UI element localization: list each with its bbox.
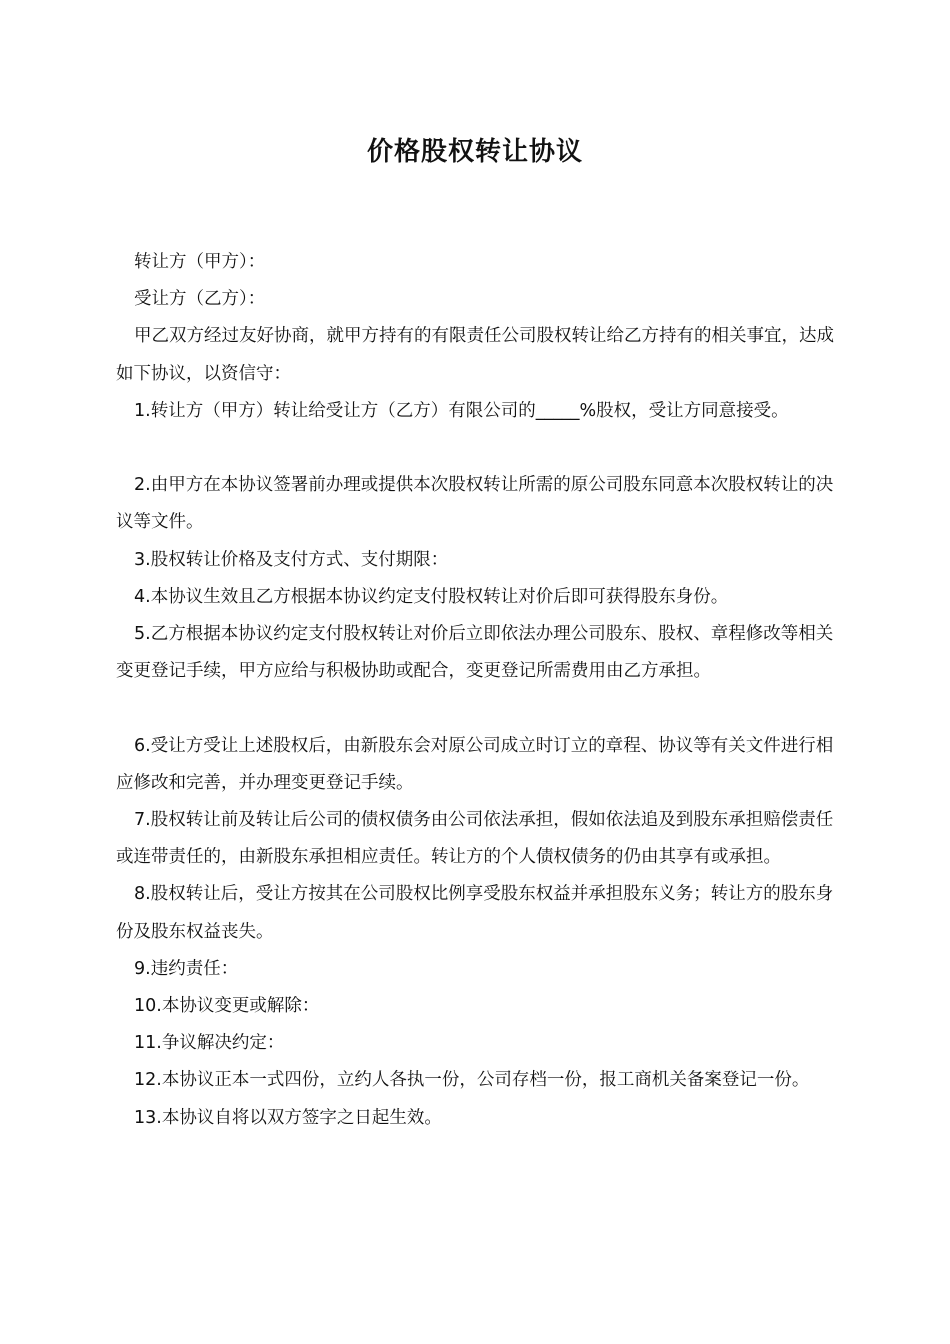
clause-2: 2.由甲方在本协议签署前办理或提供本次股权转让所需的原公司股东同意本次股权转让的决议等文件。 [116, 475, 834, 533]
clause-10: 10.本协议变更或解除： [134, 996, 320, 1017]
clause-7: 7.股权转让前及转让后公司的债权债务由公司依法承担，假如依法追及到股东承担赔偿责任或连带责任的，由新股东承担相应责任。转让方的个人债权债务的仍由其享有或承担。 [116, 810, 834, 868]
clause-11: 11.争议解决约定： [134, 1033, 285, 1054]
blank-line [116, 430, 846, 467]
clause-3: 3.股权转让价格及支付方式、支付期限： [134, 549, 449, 570]
clause-8: 8.股权转让后，受让方按其在公司股权比例享受股东权益并承担股东义务；转让方的股东身份及股东权益丧失。 [116, 884, 834, 942]
clause-1: 1.转让方（甲方）转让给受让方（乙方）有限公司的_____%股权，受让方同意接受。 [134, 400, 789, 421]
transferee-line: 受让方（乙方）： [134, 289, 266, 310]
clause-6: 6.受让方受让上述股权后，由新股东会对原公司成立时订立的章程、协议等有关文件进行相应修改和完善，并办理变更登记手续。 [116, 735, 834, 793]
document-body [116, 244, 846, 1137]
clause-13: 13.本协议自将以双方签字之日起生效。 [134, 1107, 442, 1128]
blank-line [116, 690, 846, 727]
clause-5: 5.乙方根据本协议约定支付股权转让对价后立即依法办理公司股东、股权、章程修改等相关变更登记手续，甲方应给与积极协助或配合，变更登记所需费用由乙方承担。 [116, 624, 834, 682]
transferor-line: 转让方（甲方）： [134, 252, 266, 272]
clause-9: 9.违约责任： [134, 958, 239, 979]
document-title: 价格股权转让协议 [366, 137, 583, 167]
clause-4: 4.本协议生效且乙方根据本协议约定支付股权转让对价后即可获得股东身份。 [134, 586, 729, 607]
clause-12: 12.本协议正本一式四份，立约人各执一份，公司存档一份，报工商机关备案登记一份。 [134, 1070, 810, 1091]
preamble-paragraph: 甲乙双方经过友好协商，就甲方持有的有限责任公司股权转让给乙方持有的相关事宜，达成如下协议，以资信守： [116, 326, 834, 384]
